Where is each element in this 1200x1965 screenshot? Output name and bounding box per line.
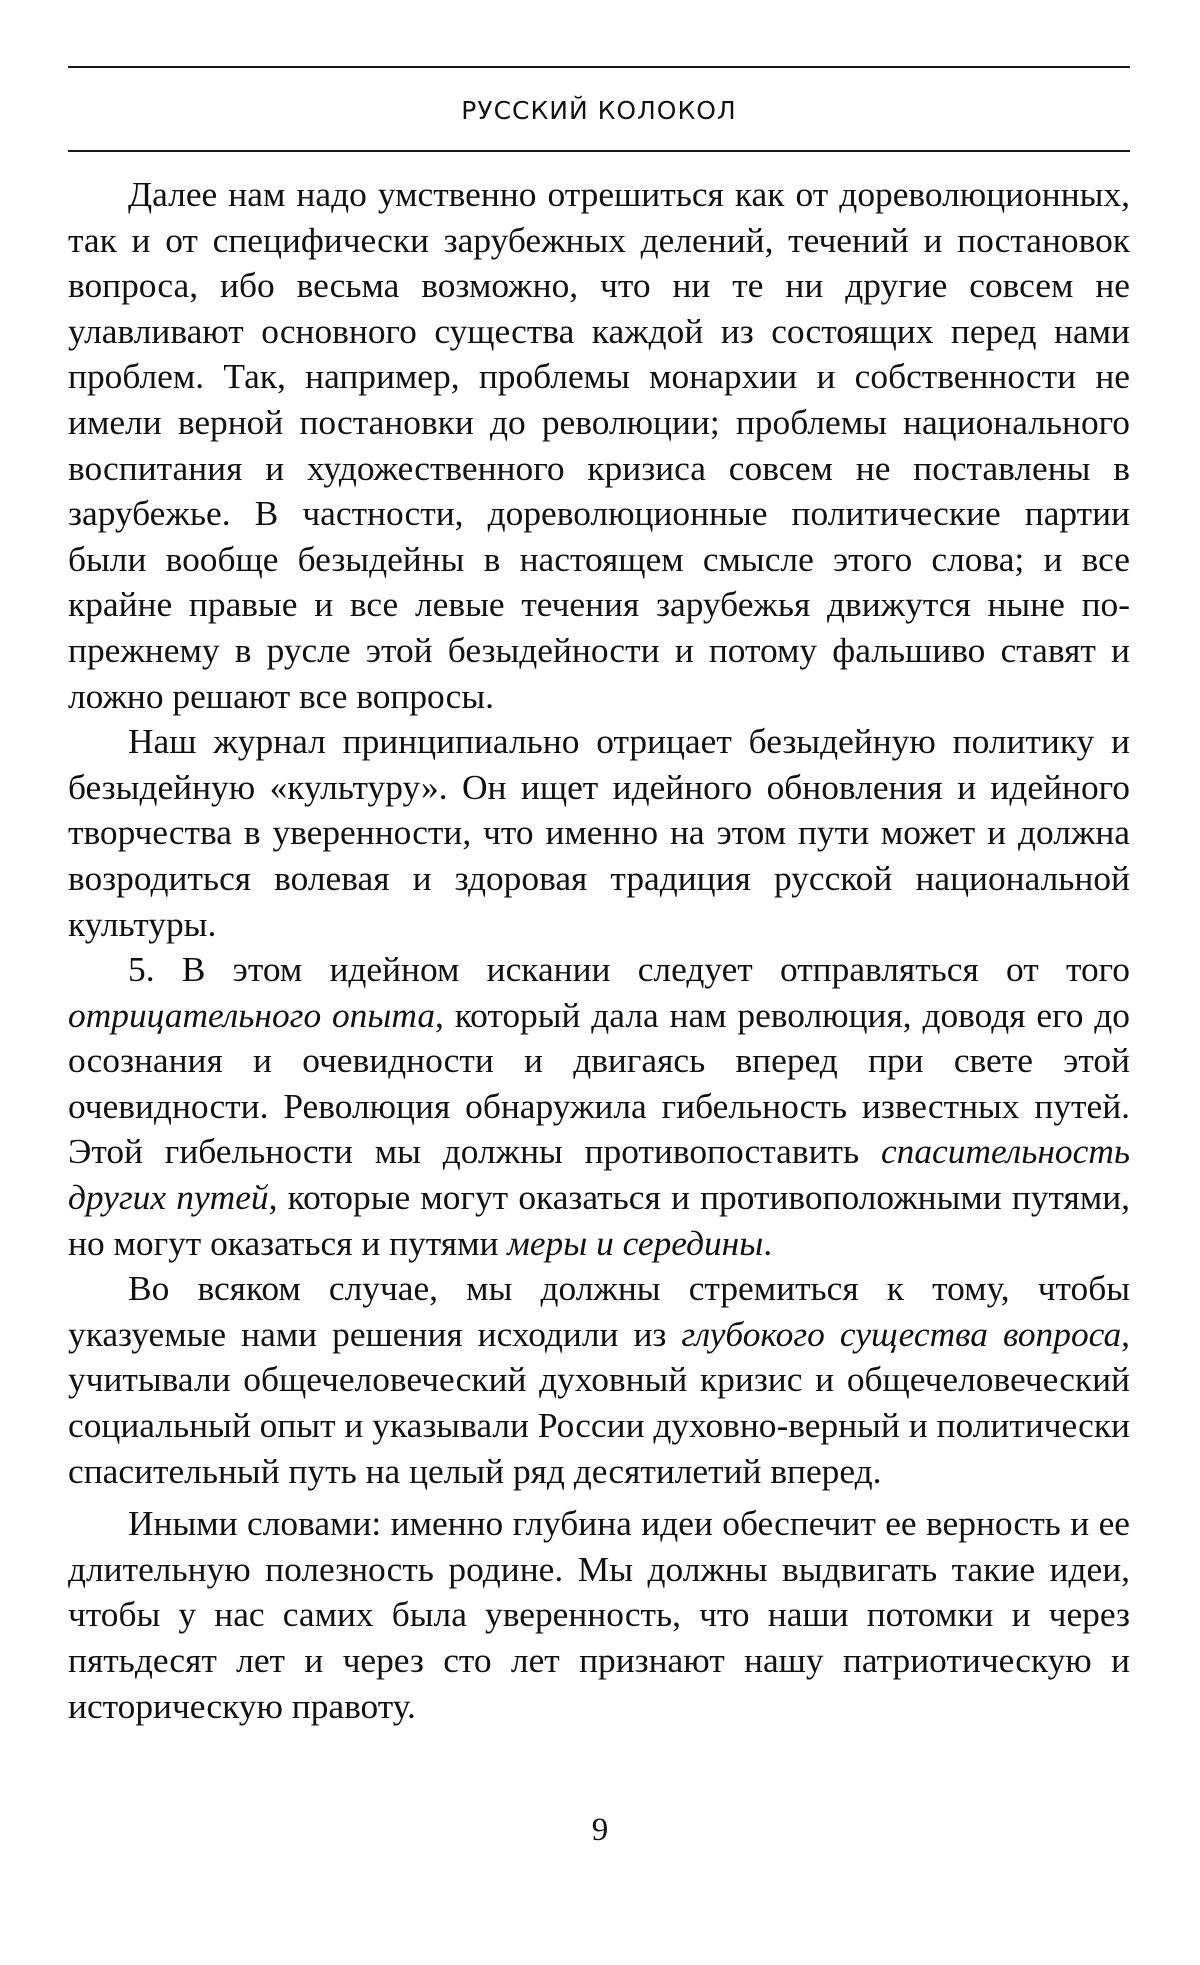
paragraph-text: .: [763, 1222, 773, 1263]
paragraph-text: , учитывали общечеловеческий духовный кризис и общечеловеческий социальный опыт и указывали России духовно-верный и политически спасительный путь на целый ряд десятилетий вперед.: [68, 1313, 1130, 1491]
header-rule-top: [68, 66, 1130, 68]
paragraph: [68, 172, 1130, 719]
paragraph-text: Во всяком случае, мы должны стремиться к тому, чтобы указуемые нами решения исходили из: [68, 1268, 1130, 1354]
paragraph: [68, 719, 1130, 947]
body-text: [68, 172, 1130, 1729]
italic-emphasis: отрицательного опыта: [68, 994, 436, 1035]
paragraph: [68, 947, 1130, 1266]
italic-emphasis: меры и середины: [507, 1222, 764, 1263]
running-head: РУССКИЙ КОЛОКОЛ: [461, 96, 737, 125]
page-number: 9: [591, 1812, 609, 1848]
paragraph: [68, 1266, 1130, 1494]
paragraph-text: , которые могут оказаться и противоположными путями, но могут оказаться и путями: [68, 1177, 1130, 1263]
paragraph-text: Иными словами: именно глубина идеи обеспечит ее верность и ее длительную полезность родине. Мы должны выдвигать такие идеи, чтобы у нас самих была уверенность, что наши потомки и через пятьдесят лет и через сто лет признают нашу патриотическую и историческую правоту.: [68, 1503, 1130, 1726]
paragraph-text: Наш журнал принципиально отрицает безыдейную политику и безыдейную «культуру». Он ищет идейного обновления и идейного творчества в уверенности, что именно на этом пути может и должна возродиться волевая и здоровая традиция русской национальной культуры.: [68, 721, 1130, 944]
italic-emphasis: глубокого существа вопроса: [681, 1313, 1122, 1354]
paragraph-text: 5. В этом идейном искании следует отправляться от того: [128, 949, 1130, 990]
header-rule-bottom: [68, 150, 1130, 152]
paragraph: [68, 1501, 1130, 1729]
paragraph-text: , который дала нам революция, доводя его до осознания и очевидности и двигаясь вперед при свете этой очевидности. Революция обнаружила гибельность известных путей. Этой гибельности мы должны противопоставить: [68, 994, 1130, 1172]
paragraph-text: Далее нам надо умственно отрешиться как от дореволюционных, так и от специфически зарубежных делений, течений и постановок вопроса, ибо весьма возможно, что ни те ни другие совсем не улавливают основного существа каждой из состоящих перед нами проблем. Так, например, проблемы монархии и собственности не имели верной постановки до революции; проблемы национального воспитания и художественного кризиса совсем не поставлены в зарубежье. В частности, дореволюционные политические партии были вообще безыдейны в настоящем смысле этого слова; и все крайне правые и все левые течения зарубежья движутся ныне по-прежнему в русле этой безыдейности и потому фальшиво ставят и ложно решают все вопросы.: [68, 174, 1130, 716]
italic-emphasis: спасительность других путей: [68, 1131, 1130, 1218]
